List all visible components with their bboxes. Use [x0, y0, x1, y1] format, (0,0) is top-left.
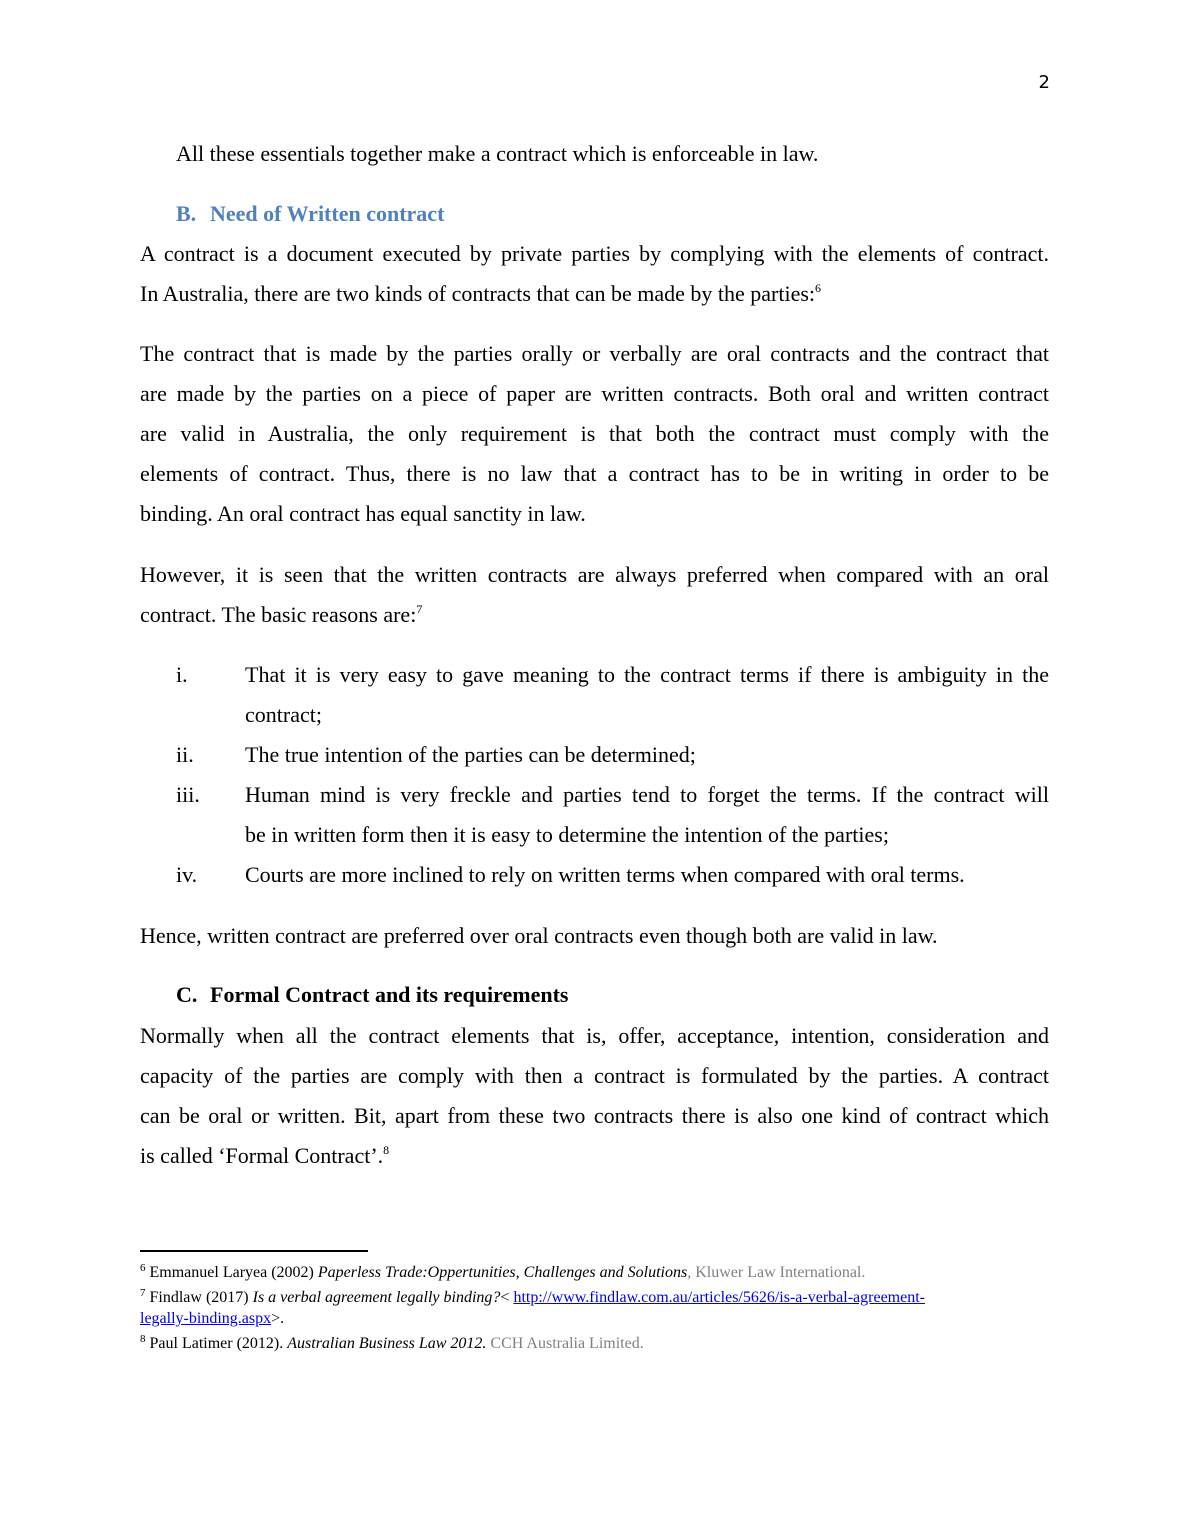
text-line: Normally when all the contract elements that is, offer, acceptance, intention, consideration and — [140, 1023, 1049, 1048]
text-line: are valid in Australia, the only requirement is that both the contract must comply with the — [140, 421, 1049, 446]
text-line-content: In Australia, there are two kinds of contracts that can be made by the parties: — [140, 281, 816, 306]
list-item-line: The true intention of the parties can be determined; — [245, 742, 696, 767]
section-b-heading — [176, 199, 444, 229]
intro-line: All these essentials together make a contract which is enforceable in law. — [176, 141, 819, 166]
text-line-content: is called ‘Formal Contract’. — [140, 1143, 384, 1168]
footnote-title: Paperless Trade:Oppertunities, Challenges and Solutions — [317, 1264, 688, 1281]
section-c-letter: C. — [176, 982, 198, 1007]
footnote-ref-7[interactable]: 7 — [416, 602, 423, 616]
footnote-separator-text: , — [687, 1264, 696, 1281]
footnote-author: Paul Latimer (2012). — [149, 1335, 288, 1352]
footnote-title: Is a verbal agreement legally binding? — [252, 1289, 501, 1306]
page-number: 2 — [1038, 72, 1050, 93]
section-c-title: Formal Contract and its requirements — [210, 982, 569, 1007]
footnote-number: 6 — [140, 1262, 146, 1274]
footnote-publisher: Kluwer Law International. — [695, 1264, 866, 1281]
intro-paragraph — [176, 134, 1049, 174]
section-b-conclusion — [140, 916, 1049, 956]
text-line: The contract that is made by the parties orally or verbally are oral contracts and the contract that — [140, 341, 1049, 366]
list-item-number: iv. — [176, 862, 198, 887]
list-item-line: Human mind is very freckle and parties tend to forget the terms. If the contract will — [245, 782, 1049, 807]
footnote-bracket-open: < — [500, 1289, 514, 1306]
footnote-ref-8[interactable]: 8 — [383, 1143, 390, 1157]
list-item-number: iii. — [176, 782, 200, 807]
list-item-line: Courts are more inclined to rely on written terms when compared with oral terms. — [245, 862, 965, 887]
footnotes — [140, 1262, 1040, 1358]
footnote-title: Australian Business Law 2012. — [287, 1335, 487, 1352]
footnote-number: 7 — [140, 1287, 146, 1299]
list-item-line: contract; — [245, 702, 322, 727]
list-item-line: That it is very easy to gave meaning to the contract terms if there is ambiguity in the — [245, 662, 1049, 687]
section-c-heading — [176, 980, 568, 1010]
section-b-title: Need of Written contract — [210, 201, 445, 226]
list-item-number: ii. — [176, 742, 194, 767]
text-line: capacity of the parties are comply with then a contract is formulated by the parties. A contract — [140, 1063, 1049, 1088]
text-line: are made by the parties on a piece of paper are written contracts. Both oral and written contract — [140, 381, 1049, 406]
footnote-7 — [140, 1287, 1040, 1329]
list-item — [176, 655, 1049, 735]
text-line: A contract is a document executed by private parties by complying with the elements of contract. — [140, 241, 1049, 266]
footnote-link-continued[interactable]: legally-binding.aspx — [140, 1310, 272, 1327]
footnote-publisher: CCH Australia Limited. — [490, 1335, 644, 1352]
footnote-ref-6[interactable]: 6 — [815, 281, 822, 295]
section-c-paragraph — [140, 1016, 1049, 1176]
reasons-list — [176, 655, 1049, 895]
text-line — [140, 595, 1049, 635]
section-b-paragraph-3 — [140, 555, 1049, 635]
text-line: However, it is seen that the written contracts are always preferred when compared with an oral — [140, 562, 1049, 587]
list-item-line: be in written form then it is easy to determine the intention of the parties; — [245, 822, 889, 847]
footnote-separator — [140, 1250, 368, 1252]
section-b-paragraph-2 — [140, 334, 1049, 534]
list-item — [176, 855, 1049, 895]
footnote-author: Findlaw (2017) — [149, 1289, 253, 1306]
text-line-content: contract. The basic reasons are: — [140, 602, 417, 627]
section-b-letter: B. — [176, 201, 197, 226]
text-line — [140, 1136, 1049, 1176]
text-line: can be oral or written. Bit, apart from these two contracts there is also one kind of contract which — [140, 1103, 1049, 1128]
text-line: binding. An oral contract has equal sanctity in law. — [140, 501, 586, 526]
list-item — [176, 735, 1049, 775]
footnote-link[interactable]: http://www.findlaw.com.au/articles/5626/is-a-verbal-agreement- — [513, 1289, 925, 1306]
footnote-number: 8 — [140, 1333, 146, 1345]
section-b-paragraph-1 — [140, 234, 1049, 314]
list-item-number: i. — [176, 662, 188, 687]
text-line — [140, 274, 1049, 314]
footnote-bracket-close: >. — [271, 1310, 285, 1327]
text-line: elements of contract. Thus, there is no law that a contract has to be in writing in order to be — [140, 461, 1049, 486]
footnote-author: Emmanuel Laryea (2002) — [149, 1264, 318, 1281]
footnote-8 — [140, 1333, 1040, 1354]
footnote-6 — [140, 1262, 1040, 1283]
list-item — [176, 775, 1049, 855]
text-line: Hence, written contract are preferred over oral contracts even though both are valid in law. — [140, 923, 938, 948]
